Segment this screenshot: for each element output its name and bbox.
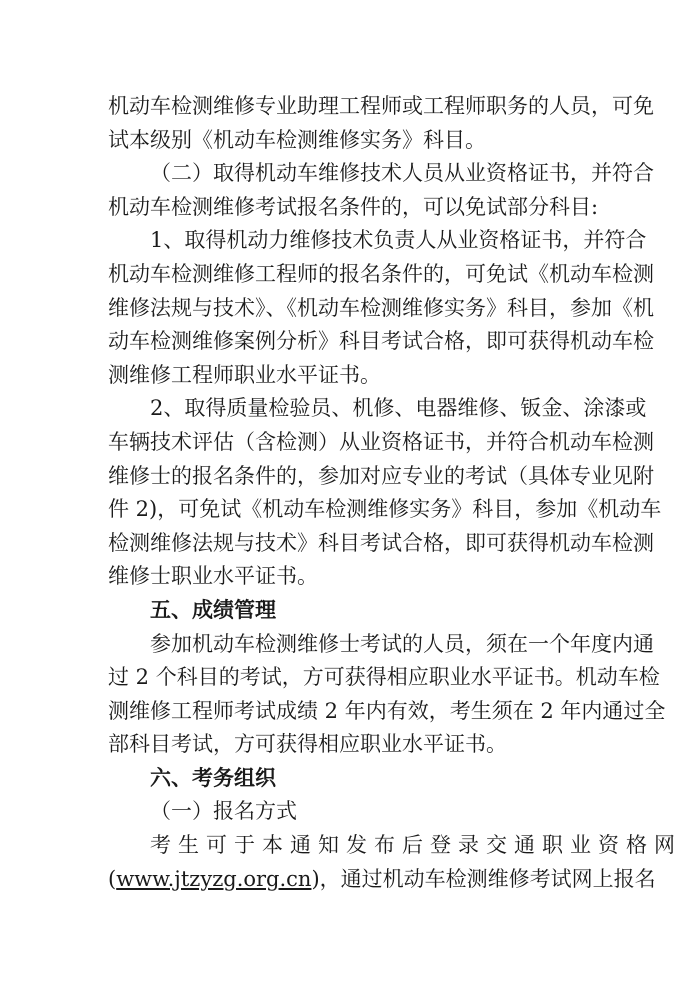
text-line: 车辆技术评估（含检测）从业资格证书，并符合机动车检测 <box>108 429 654 454</box>
text-line: 维修法规与技术》、《机动车检测维修实务》科目，参加《机 <box>108 295 654 320</box>
text-line: 机动车检测维修考试报名条件的，可以免试部分科目: <box>108 194 599 219</box>
text-line: 过 2 个科目的考试，方可获得相应职业水平证书。机动车检 <box>108 665 660 690</box>
text-line: 维修士职业水平证书。 <box>108 564 318 589</box>
text-line: 参加机动车检测维修士考试的人员，须在一个年度内通 <box>150 631 654 656</box>
text-line: 试本级别《机动车检测维修实务》科目。 <box>108 127 486 152</box>
registration-method-subheading: （一）报名方式 <box>150 799 297 824</box>
document-body <box>108 90 682 896</box>
text-line: 测维修工程师考试成绩 2 年内有效，考生须在 2 年内通过全 <box>108 698 666 723</box>
text-line: 机动车检测维修专业助理工程师或工程师职务的人员，可免 <box>108 94 654 118</box>
text-line: 测维修工程师职业水平证书。 <box>108 362 381 387</box>
exam-website-link[interactable]: www.jtzyzg.org.cn <box>116 866 312 891</box>
text-line: 动车检测维修案例分析》科目考试合格，即可获得机动车检 <box>108 329 654 354</box>
registration-line-2 <box>108 863 656 897</box>
exemption-paragraphs <box>108 90 662 594</box>
text-line: 检测维修法规与技术》科目考试合格，即可获得机动车检测 <box>108 530 654 555</box>
text-line: （二）取得机动车维修技术人员从业资格证书，并符合 <box>150 161 654 186</box>
text-line: 维修士的报名条件的，参加对应专业的考试（具体专业见附 <box>108 463 654 488</box>
registration-line-1: 考生可于本通知发布后登录交通职业资格网 <box>150 833 682 858</box>
registration-line-2-rest: )，通过机动车检测维修考试网上报名 <box>311 866 656 891</box>
section-5-heading: 五、成绩管理 <box>150 597 276 622</box>
text-line: 件 2)，可免试《机动车检测维修实务》科目，参加《机动车 <box>108 497 662 522</box>
score-management-paragraph <box>108 628 666 762</box>
section-6-heading: 六、考务组织 <box>150 765 276 790</box>
text-line: 2、取得质量检验员、机修、电器维修、钣金、涂漆或 <box>150 396 647 421</box>
url-open-paren: ( <box>108 866 117 891</box>
text-line: 部科目考试，方可获得相应职业水平证书。 <box>108 732 507 757</box>
text-line: 机动车检测维修工程师的报名条件的，可免试《机动车检测 <box>108 261 654 286</box>
text-line: 1、取得机动力维修技术负责人从业资格证书，并符合 <box>150 228 647 253</box>
